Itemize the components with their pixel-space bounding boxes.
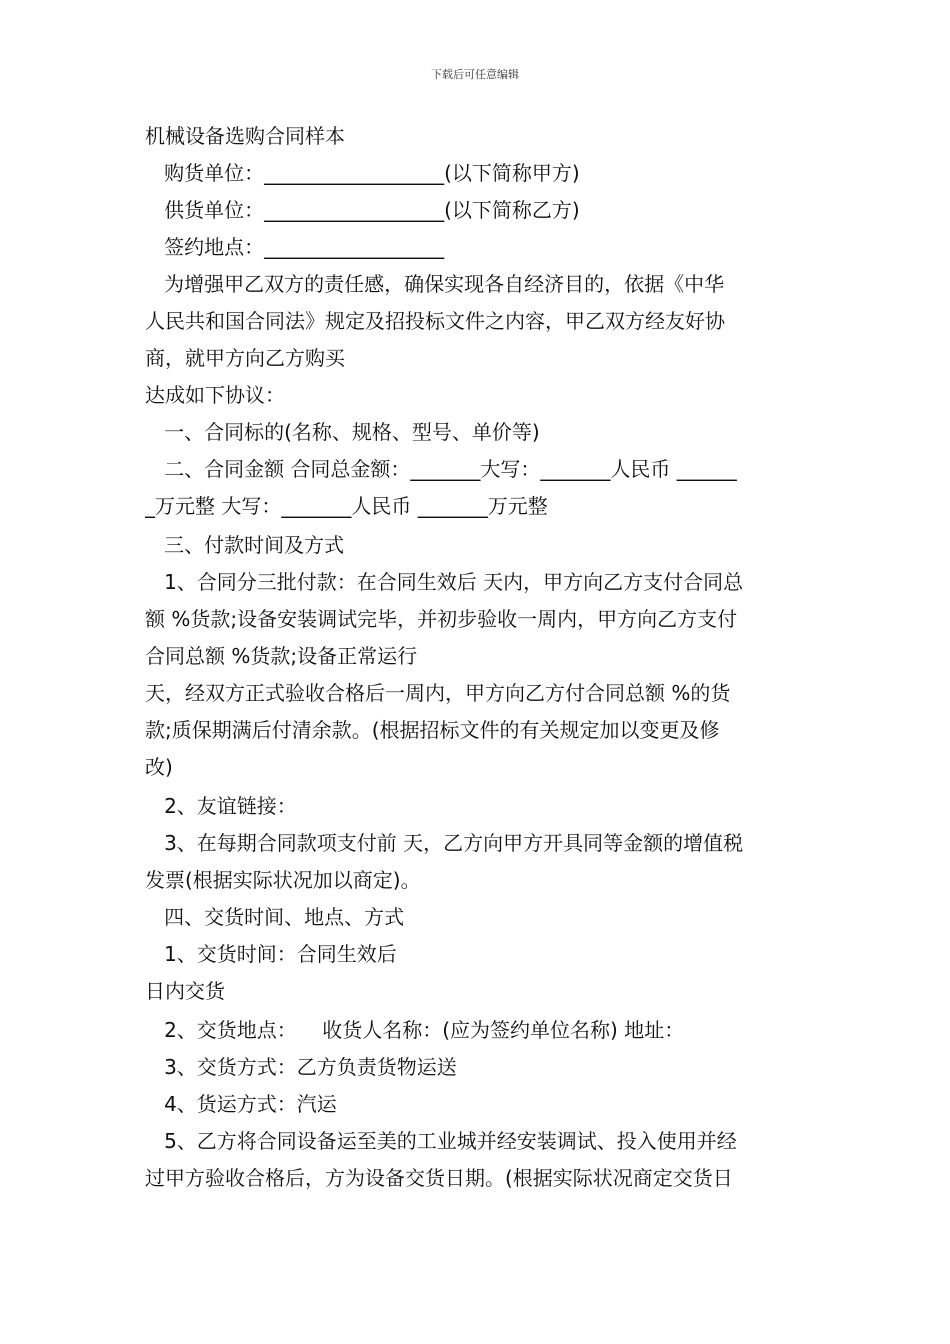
preamble-line: 商，就甲方向乙方购买 [145, 346, 345, 370]
payment-clause-line: 天，经双方正式验收合格后一周内，甲方向乙方付合同总额 %的货 [145, 681, 731, 705]
payment-clause-line: 1、合同分三批付款：在合同生效后 天内，甲方向乙方支付合同总 [145, 570, 744, 594]
delivery-date-clause-line: 过甲方验收合格后，方为设备交货日期。(根据实际状况商定交货日 [145, 1166, 733, 1190]
friendly-link-line: 2、友谊链接： [145, 794, 297, 818]
payment-clause-line: 改) [145, 755, 173, 779]
preamble-line: 人民共和国合同法》规定及招投标文件之内容，甲乙双方经友好协 [145, 309, 725, 333]
payment-clause-line: 合同总额 %货款;设备正常运行 [145, 644, 418, 668]
payment-clause-line: 额 %货款;设备安装调试完毕，并初步验收一周内，甲方向乙方支付 [145, 607, 738, 631]
delivery-method-line: 3、交货方式：乙方负责货物运送 [145, 1055, 457, 1079]
payment-clause-line: 款;质保期满后付清余款。(根据招标文件的有关规定加以变更及修 [145, 718, 720, 742]
section-heading-3: 三、付款时间及方式 [145, 533, 345, 557]
buyer-field-line: 购货单位：__________________(以下简称甲方) [145, 161, 580, 185]
supplier-field-line: 供货单位：__________________(以下简称乙方) [145, 198, 580, 222]
invoice-clause-line: 3、在每期合同款项支付前 天，乙方向甲方开具同等金额的增值税 [145, 831, 744, 855]
document-title: 机械设备选购合同样本 [145, 124, 345, 148]
delivery-date-clause-line: 5、乙方将合同设备运至美的工业城并经安装调试、投入使用并经 [145, 1129, 737, 1153]
page-header-note: 下载后可任意编辑 [431, 68, 519, 81]
agreement-intro-line: 达成如下协议： [145, 383, 285, 407]
section-heading-4: 四、交货时间、地点、方式 [145, 905, 405, 929]
amount-line: _万元整 大写：_______人民币 _______万元整 [145, 494, 548, 518]
transport-method-line: 4、货运方式：汽运 [145, 1092, 337, 1116]
preamble-line: 为增强甲乙双方的责任感，确保实现各自经济目的，依据《中华 [145, 272, 725, 296]
document-body [145, 118, 807, 1197]
delivery-time-line: 1、交货时间：合同生效后 [145, 942, 397, 966]
delivery-place-line: 2、交货地点： 收货人名称：(应为签约单位名称) 地址： [145, 1018, 685, 1042]
invoice-clause-line: 发票(根据实际状况加以商定)。 [145, 868, 421, 892]
signing-place-line: 签约地点：__________________ [145, 235, 445, 259]
delivery-time-line: 日内交货 [145, 979, 225, 1003]
section-heading-1: 一、合同标的(名称、规格、型号、单价等) [145, 420, 540, 444]
section-heading-2: 二、合同金额 合同总金额：_______大写：_______人民币 ______ [145, 457, 737, 481]
